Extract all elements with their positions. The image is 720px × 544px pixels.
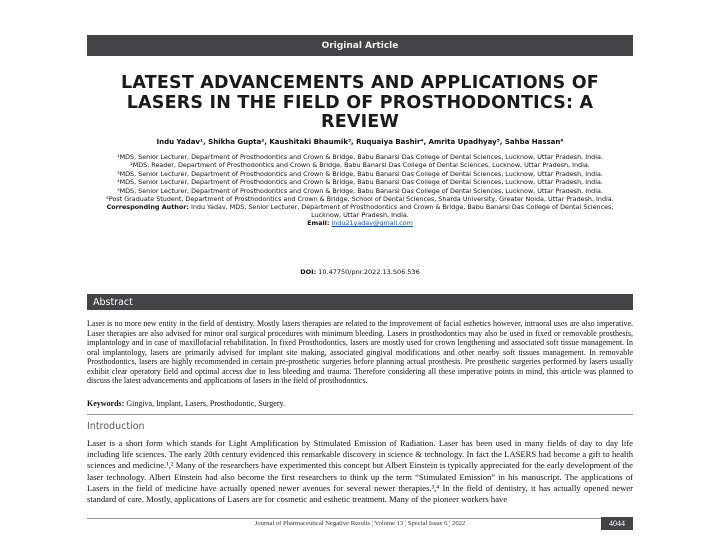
author-list: Indu Yadav¹, Shikha Gupta², Kaushitaki Bhaumik³, Ruquaiya Bashir⁴, Amrita Upadhyay⁵, Sahba Hassan⁶ [156, 138, 564, 146]
article-type-label: Original Article [321, 40, 399, 51]
affiliations [92, 154, 628, 228]
corresponding-author [92, 204, 628, 220]
email-line [92, 220, 628, 228]
email-label: Email: [307, 218, 330, 227]
section-divider [87, 414, 633, 415]
introduction-body: Laser is a short form which stands for Light Amplification by Stimulated Emission of Radiation. Laser has been used in many fields of day to day life including life sciences. The early 20th century evidenced this remarkable discovery in science & technology. In fact the LASERS had become a gift to health sciences and medicine.¹,² Many of the researchers have experimented this concept but Albert Einstein is typically appreciated for the early development of the laser technology. Albert Einstein had also become the first researchers to think up the term “Stimulated Emission” in his manuscript. The applications of Lasers in the field of medicine have actually opened newer avenues for several newer therapies.³,⁴ In the field of dentistry, it has actually opened newer standard of care. Mostly, applications of Lasers are for cosmetic and esthetic treatment. Many of the pioneer workers have [87, 438, 633, 505]
abstract-heading: Abstract [93, 296, 133, 308]
doi-value: 10.47750/pnr.2022.13.S06.536 [318, 268, 420, 276]
page-number [601, 517, 633, 530]
affiliation: ²MDS, Reader, Department of Prosthodontics and Crown & Bridge, Babu Banarsi Das College of Dental Sciences, Lucknow, Uttar Pradesh, India. [130, 161, 590, 170]
article-title [87, 74, 633, 133]
affiliation: ¹MDS, Senior Lecturer, Department of Prosthodontics and Crown & Bridge, Babu Banarsi Das College of Dental Sciences, Lucknow, Uttar Pradesh, India. [117, 153, 603, 161]
corresponding-author-label: Corresponding Author: [106, 203, 189, 212]
affiliation: ⁶Post Graduate Student, Department of Prosthodontics and Crown & Bridge, School of Dental Sciences, Sharda University, Greater Noida, Uttar Pradesh, India. [106, 194, 614, 203]
article-type-banner [87, 35, 633, 56]
doi-label: DOI: [300, 268, 317, 276]
doi-line [87, 268, 633, 276]
keywords-value: Gingiva, Implant, Lasers, Prosthodontic, Surgery. [124, 399, 285, 408]
keywords-label: Keywords: [87, 399, 125, 408]
affiliation: ⁵MDS, Senior Lecturer, Department of Prosthodontics and Crown & Bridge, Babu Banarsi Das College of Dental Sciences, Lucknow, Uttar Pradesh, India. [117, 186, 603, 195]
page-number-text: 4044 [609, 519, 625, 528]
abstract-body: Laser is no more new entity in the field of dentistry. Mostly lasers therapies are related to the improvement of facial esthetics however, intraoral uses are also imperative. Laser therapies are also advised for minor oral surgical procedures with minimum bleeding. Lasers in prosthodontics may also be used in fixed or removable prosthesis, implantology and in case of maxillofacial rehabilitation. In fixed Prosthodontics, lasers are mostly used for crown lengthening and associated soft tissue management. In oral implantology, lasers are primarily advised for implant site making, associated gingival modifications and other nearby soft tissues management. In removable Prosthodontics, lasers are highly recommended in certain pre-prosthetic surgeries before planning actual prosthesis. Pre prosthetic surgeries performed by lasers usually exhibit clear operatory field and optimal access due to less bleeding and trauma. Therefore considering all these imperative points in mind, this article was planned to discuss the latest advancements and applications of lasers in the field of prosthodontics. [87, 319, 633, 385]
keywords-line [87, 399, 633, 408]
title-line: LASERS IN THE FIELD OF PROSTHODONTICS: A [126, 92, 594, 113]
corresponding-author-text: Indu Yadav, MDS, Senior Lecturer, Department of Prosthodontics and Crown & Bridge, Babu Banarsi Das College of Dental Sciences, Lucknow, Uttar Pradesh, India. [188, 203, 614, 220]
affiliation: ³MDS, Senior Lecturer, Department of Prosthodontics and Crown & Bridge, Babu Banarsi Das College of Dental Sciences, Lucknow, Uttar Pradesh, India. [117, 169, 603, 178]
journal-footer: Journal of Pharmaceutical Negative Results ¦ Volume 13 ¦ Special Issue 6 ¦ 2022 [254, 520, 466, 527]
introduction-heading: Introduction [87, 421, 145, 432]
footer-divider [87, 518, 633, 519]
abstract-heading-bar [87, 294, 633, 310]
title-line: REVIEW [321, 112, 399, 132]
email-link[interactable]: indu21yadav@gmail.com [331, 218, 413, 227]
title-line: LATEST ADVANCEMENTS AND APPLICATIONS OF [121, 73, 599, 93]
affiliation: ⁴MDS, Senior Lecturer, Department of Prosthodontics and Crown & Bridge, Babu Banarsi Das College of Dental Sciences, Lucknow, Uttar Pradesh, India. [117, 178, 603, 187]
